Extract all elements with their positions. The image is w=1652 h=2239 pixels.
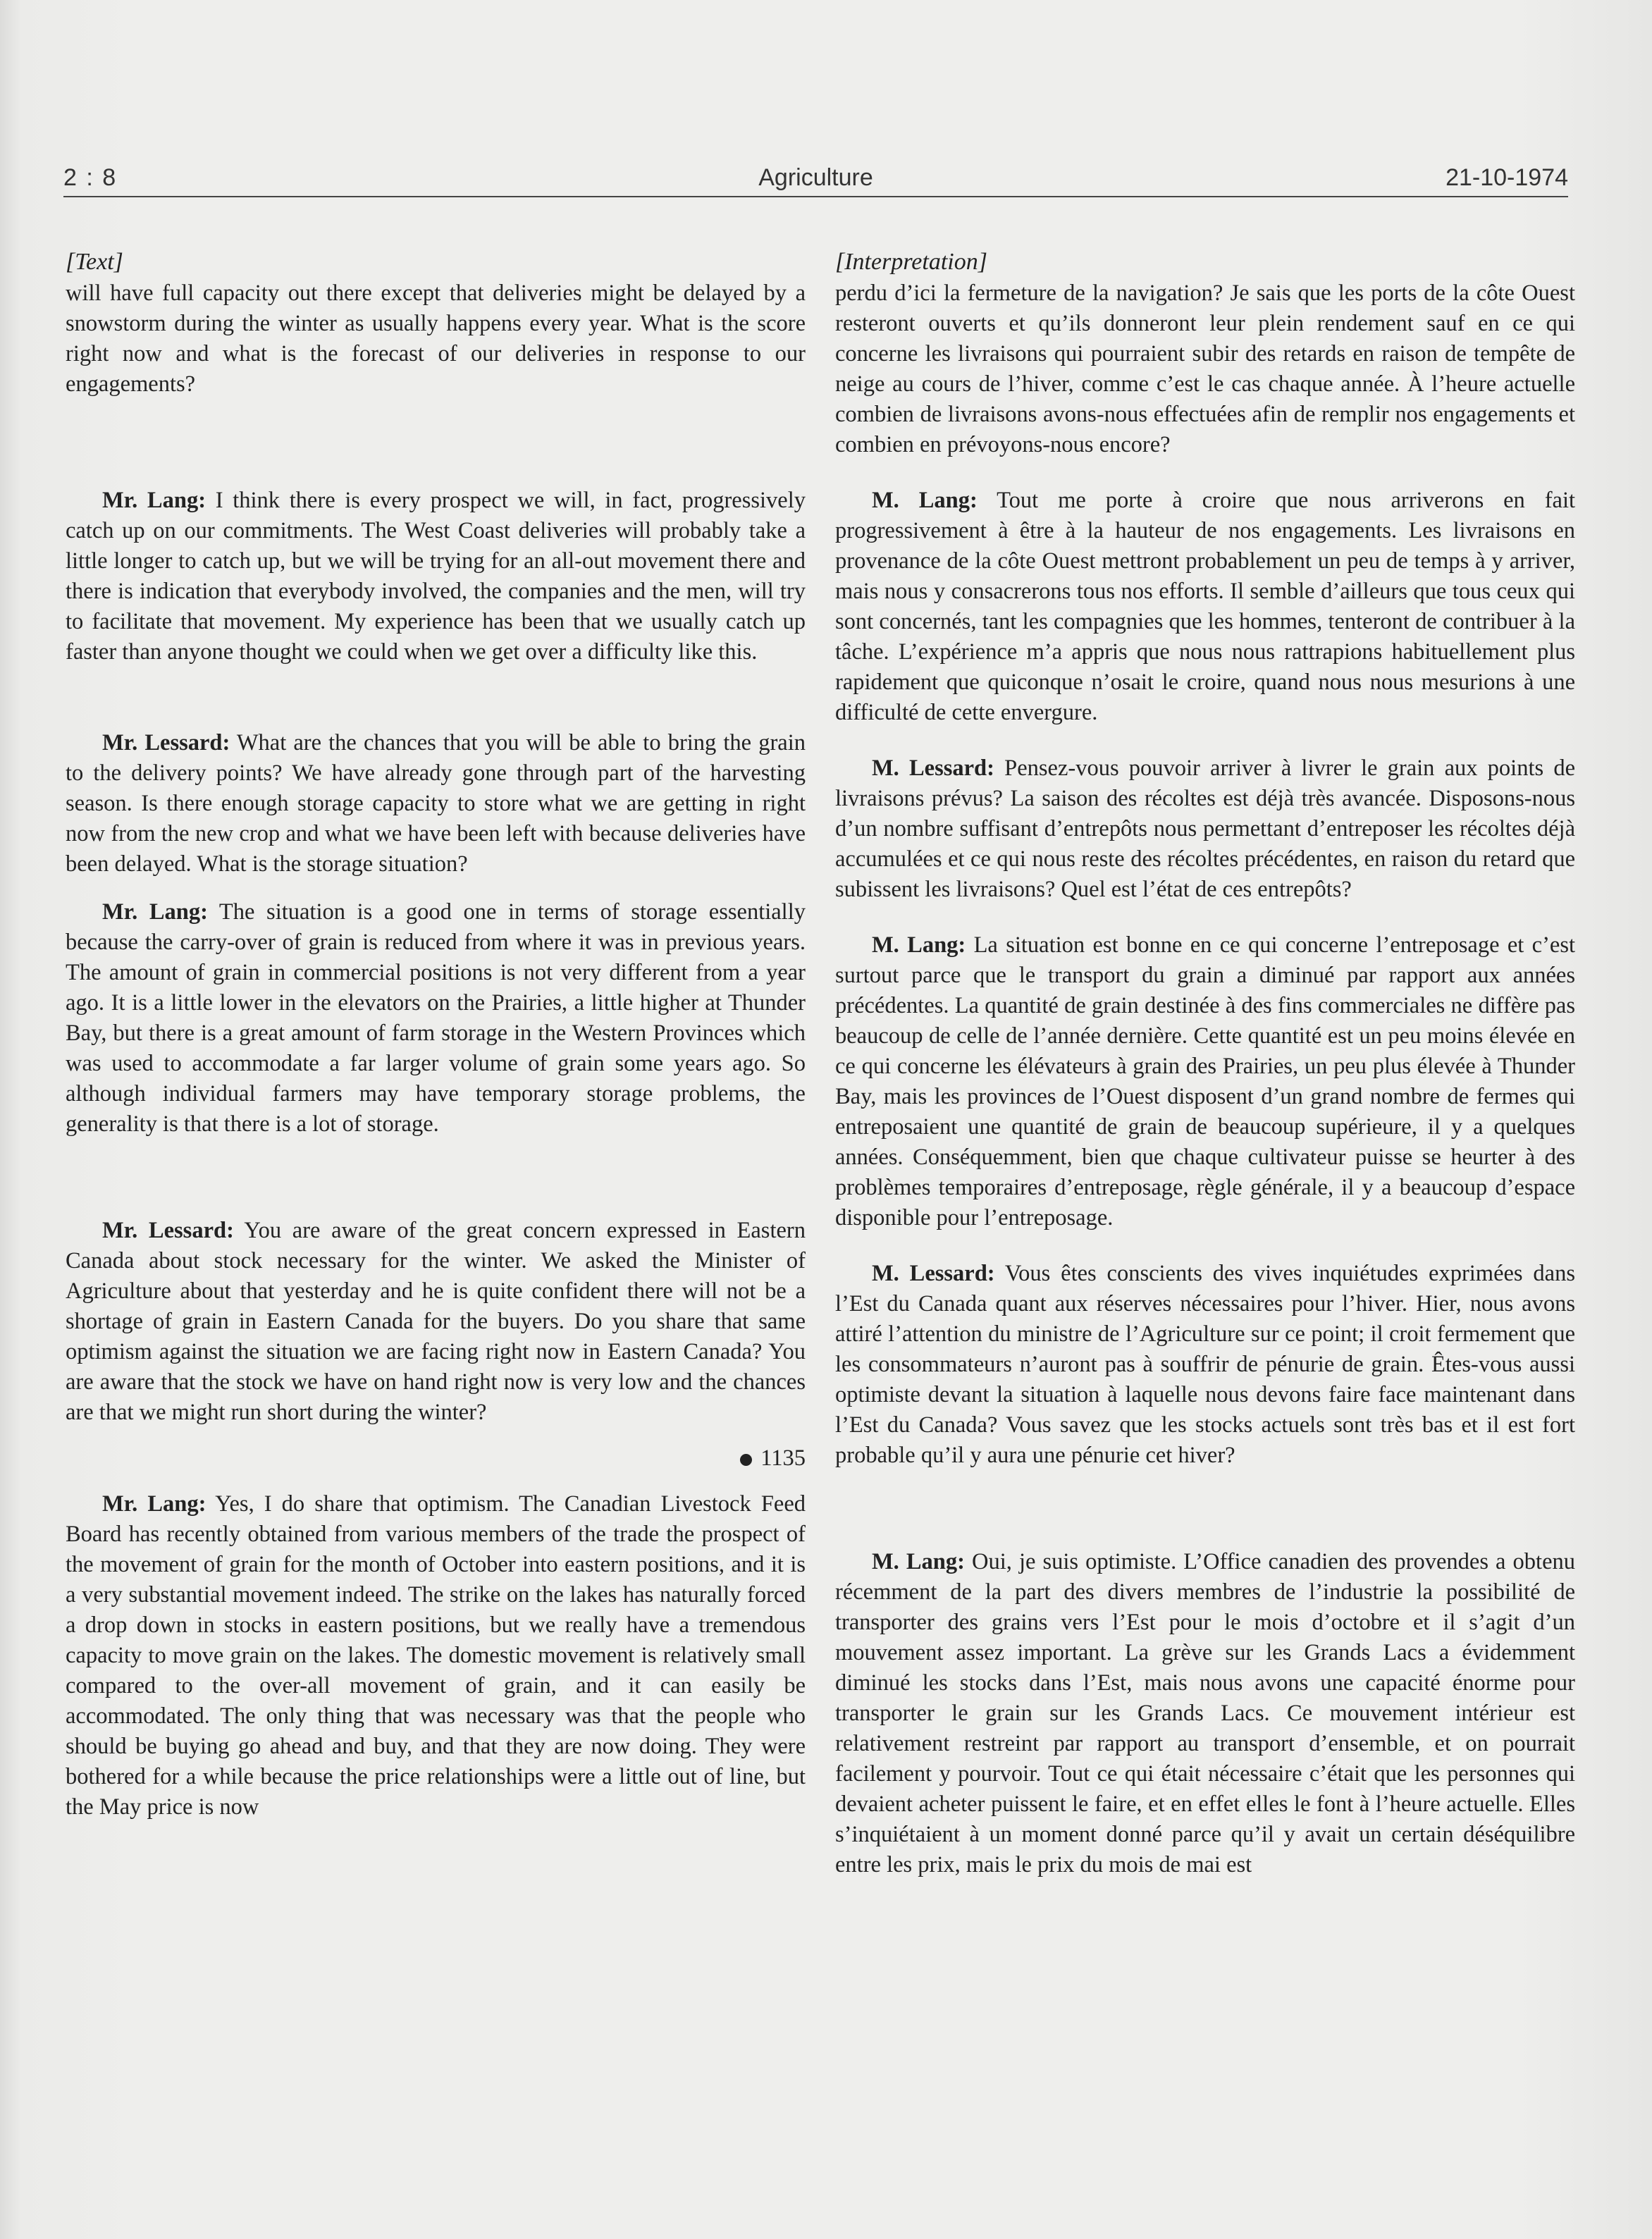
speech-text: I think there is every prospect we will, in fact, progressively catch up on our commitments. The West Coast deliveries will probably take a little longer to catch up, but we will be trying for an all-out movement there and there is indication that everybody involved, the companies and the men, will try to facilitate that movement. My experience has been that we usually catch up faster than anyone thought we could when we get over a difficulty like this. [66,488,806,665]
page-header [63,162,1568,197]
paragraph [835,753,1575,905]
text-tag: [Text] [66,249,123,275]
time-marker [66,1443,806,1474]
speech-text: The situation is a good one in terms of storage essentially because the carry-over of grain is reduced from where it was in previous years. The amount of grain in commercial positions is not very different from a year ago. It is a little lower in the elevators on the Prairies, a little higher at Thunder Bay, but there is a great amount of farm storage in the Western Provinces which was used to accommodate a far larger volume of grain some years ago. So although individual farmers may have temporary storage problems, the generality is that there is a lot of storage. [66,899,806,1137]
speaker-name: M. Lang: [872,488,978,513]
speaker-name: Mr. Lang: [102,488,207,513]
speech-text: What are the chances that you will be able to bring the grain to the delivery points? We have already gone through part of the harvesting season. Is there enough storage capacity to store what we are getting in right now from the new crop and what we have been left with because deliveries have been delayed. What is the storage situation? [66,730,806,877]
paragraph [835,930,1575,1233]
speaker-name: Mr. Lang: [102,899,208,925]
speech-text: Vous êtes conscients des vives inquiétudes exprimées dans l’Est du Canada quant aux réserves nécessaires pour l’hiver. Hier, nous avons attiré l’attention du ministre de l’Agriculture sur ce point; il croit fermement que les consommateurs n’auront pas à souffrir de pénurie de grain. Êtes-vous aussi optimiste devant la situation à laquelle nous devons faire face maintenant dans l’Est du Canada? Vous savez que les stocks actuels sont très bas et il est fort probable qu’il y aura une pénurie cet hiver? [835,1261,1575,1468]
speaker-name: Mr. Lang: [102,1491,207,1517]
speaker-name: M. Lessard: [872,1261,995,1286]
speaker-name: Mr. Lessard: [102,1218,234,1243]
french-column [835,247,1575,1880]
speaker-name: Mr. Lessard: [102,730,230,755]
english-column [66,247,806,1822]
speech-text: La situation est bonne en ce qui concerne l’entreposage et c’est surtout parce que le transport du grain a diminué par rapport aux années précédentes. La quantité de grain destinée à des fins commerciales ne diffère pas beaucoup de celle de l’année dernière. Cette quantité est un peu moins élevée en ce qui concerne les élévateurs à grain des Prairies, un peu plus élevée à Thunder Bay, mais les provinces de l’Ouest disposent d’un grand nombre de fermes qui entreposaient une quantité de grain de beaucoup supérieure, il y a quelques années. Conséquemment, bien que chaque cultivateur puisse se heurter à des problèmes temporaires d’entreposage, règle générale, il y a beaucoup d’espace disponible pour l’entreposage. [835,932,1576,1230]
page-title: Agriculture [758,164,873,191]
speech-text: Oui, je suis optimiste. L’Office canadien des provendes a obtenu récemment de la part des divers membres de l’industrie la possibilité de transporter des grains vers l’Est pour le mois d’octobre et il s’agit d’un mouvement assez important. La grève sur les Grands Lacs a évidemment diminué les stocks dans l’Est, mais nous avons une capacité énorme pour transporter le grain sur les Grands Lacs. Ce mouvement intérieur est relativement restreint par rapport au transport d’ensemble, et on pourrait facilement y pourvoir. Tout ce qui était nécessaire c’était que les personnes qui devaient acheter puissent le faire, et en effet elles le font à l’heure actuelle. Elles s’inquiétaient à un moment donné parce qu’il y avait un certain déséquilibre entre les prix, mais le prix du mois de mai est [835,1549,1576,1877]
paragraph [835,1259,1575,1471]
speaker-name: M. Lang: [872,932,966,958]
page-date: 21-10-1974 [1446,164,1568,191]
interpretation-tag: [Interpretation] [835,249,987,275]
paragraph [66,1489,806,1822]
speaker-name: M. Lessard: [872,755,994,781]
speech-text: Pensez-vous pouvoir arriver à livrer le grain aux points de livraisons prévus? La saison des récoltes est déjà très avancée. Disposons-nous d’un nombre suffisant d’entrepôts nous permettant d’entreposer les récoltes déjà accumulées et ce qui nous reste des récoltes précédentes, en raison du retard que subissent les livraisons? Quel est l’état de ces entrepôts? [835,755,1575,902]
paragraph [66,897,806,1140]
paragraph [66,728,806,880]
paragraph: perdu d’ici la fermeture de la navigation? Je sais que les ports de la côte Ouest resteront ouverts et qu’ils donneront leur plein rendement sauf en ce qui concerne les livraisons qui pourraient subir des retards en raison de tempête de neige au cours de l’hiver, comme c’est le cas chaque année. À l’heure actuelle combien de livraisons avons-nous effectuées afin de remplir nos engagements et combien en prévoyons-nous encore? [835,280,1575,457]
paragraph: will have full capacity out there except that deliveries might be delayed by a snowstorm during the winter as usually happens every year. What is the score right now and what is the forecast of our deliveries in response to our engagements? [66,280,806,397]
page-number: 2 : 8 [63,164,118,191]
time-marker-text: 1135 [760,1445,806,1471]
speech-text: You are aware of the great concern expressed in Eastern Canada about stock necessary for the winter. We asked the Minister of Agriculture about that yesterday and he is quite confident there will not be a shortage of grain in Eastern Canada for the buyers. Do you share that same optimism against the situation we are facing right now in Eastern Canada? You are aware that the stock we have on hand right now is very low and the chances are that we might run short during the winter? [66,1218,806,1425]
bullet-icon [740,1454,752,1466]
paragraph [835,1547,1575,1880]
paragraph [66,1216,806,1428]
paragraph [66,486,806,667]
paragraph [835,486,1575,728]
speaker-name: M. Lang: [872,1549,965,1574]
speech-text: Yes, I do share that optimism. The Canadian Livestock Feed Board has recently obtained from various members of the trade the prospect of the movement of grain for the month of October into eastern positions, and it is a very substantial movement indeed. The strike on the lakes has naturally forced a drop down in stocks in eastern positions, but we really have a tremendous capacity to move grain on the lakes. The domestic movement is relatively small compared to the over-all movement of grain, and it can easily be accommodated. The only thing that was necessary was that the people who should be buying go ahead and buy, and that they are now doing. They were bothered for a while because the price relationships were a little out of line, but the May price is now [66,1491,806,1820]
speech-text: Tout me porte à croire que nous arriverons en fait progressivement à être à la hauteur de nos engagements. Les livraisons en provenance de la côte Ouest mettront probablement un peu de temps à y arriver, mais nous y consacrerons tous nos efforts. Il semble d’ailleurs que tous ceux qui sont concernés, tant les compagnies que les hommes, tenteront de contribuer à la tâche. L’expérience m’a appris que nous nous rattrapions habituellement plus rapidement que quiconque n’osait le croire, quand nous nous mesurions à une difficulté de cette envergure. [835,488,1576,725]
